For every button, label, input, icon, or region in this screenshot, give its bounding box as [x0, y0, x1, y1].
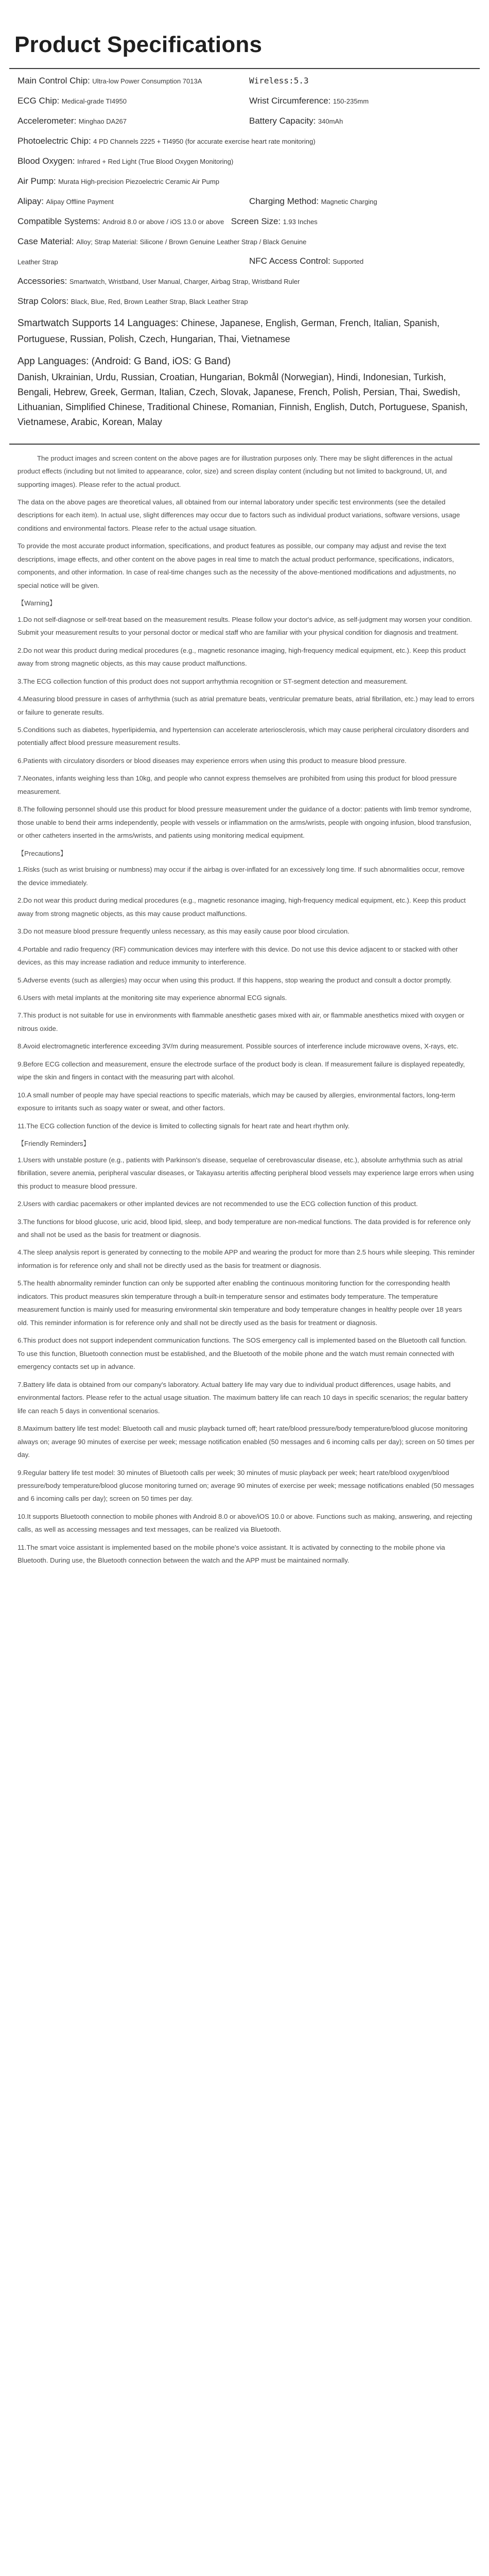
reminder-item: 10.It supports Bluetooth connection to mobile phones with Android 8.0 or above/iOS 10.0 or above. Functions such as making, answering, and rejecting calls, as well as accessing messages and text messages, can be realized via Bluetooth.	[18, 1512, 473, 1534]
spec-value-screen-size: 1.93 Inches	[283, 217, 318, 226]
spec-row	[18, 95, 476, 107]
reminder-item: 1.Users with unstable posture (e.g., patients with Parkinson's disease, sequelae of cerebrovascular disease, etc.), absolute arrhythmia such as atrial fibrillation, severe anemia, peripheral vascular diseases, or Takayasu arteritis affecting peripheral blood vessels may experience large errors when using this product to measure blood pressure.	[18, 1156, 474, 1190]
warning-heading: 【Warning】	[18, 599, 56, 607]
notes-section	[9, 445, 480, 1567]
reminder-item: 9.Regular battery life test model: 30 minutes of Bluetooth calls per week; 30 minutes of music playback per week; heart rate/blood oxygen/blood pressure/body temperature/blood glucose monitoring turned on; average 90 minutes of exercise per week; message notifications enabled (50 messages and 6 incoming calls per day); screen on 50 times per day.	[18, 1468, 475, 1503]
spec-row	[18, 276, 476, 287]
spec-value-nfc: Supported	[333, 258, 364, 266]
spec-label-screen-size: Screen Size:	[231, 216, 281, 226]
warning-item: 4.Measuring blood pressure in cases of arrhythmia (such as atrial premature beats, ventricular premature beats, atrial fibrillation, etc.) may lead to errors or failure to generate results.	[18, 695, 475, 716]
spec-value-wireless: 5.3	[293, 76, 309, 86]
reminder-item: 4.The sleep analysis report is generated by connecting to the mobile APP and wearing the product for more than 2.5 hours while sleeping. This reminder information is for reference only and shall not be directly used as the basis for treatment or diagnosis.	[18, 1248, 475, 1269]
spec-value-wrist-circumference: 150-235mm	[333, 97, 369, 105]
spec-label-compatible-systems: Compatible Systems:	[18, 216, 100, 226]
intro-paragraph: The data on the above pages are theoretical values, all obtained from our internal laboratory under specific test environments (see the detailed descriptions for each item). In actual use, slight differences may occur due to factors such as individual product variations, software versions, usage conditions and environmental factors. Please refer to the actual usage situation.	[18, 498, 460, 532]
spec-label-battery-capacity: Battery Capacity:	[249, 115, 316, 126]
spec-label-accessories: Accessories:	[18, 276, 67, 286]
spec-value-compatible-systems: Android 8.0 or above / iOS 13.0 or above	[102, 217, 224, 226]
precaution-item: 4.Portable and radio frequency (RF) communication devices may interfere with this device. Do not use this device adjacent to or stacked with other devices, as this may increase radiation and reduce immunity to interference.	[18, 945, 458, 967]
warning-item: 1.Do not self-diagnose or self-treat based on the measurement results. Please follow your doctor's advice, as self-judgment may worsen your condition. Submit your measurement results to your personal doctor or medical staff who are familiar with your physical condition for diagnosis and treatment.	[18, 615, 472, 637]
spec-label-main-control-chip: Main Control Chip:	[18, 76, 90, 86]
spec-value-charging-method: Magnetic Charging	[321, 197, 377, 206]
spec-row	[18, 135, 476, 147]
spec-row	[18, 75, 476, 87]
spec-row	[18, 156, 476, 167]
warning-item: 8.The following personnel should use this product for blood pressure measurement under the guidance of a doctor: patients with limb tremor syndrome, those unable to bend their arms independently, people with vessels or inflammation on the arms/wrists, people with ongoing infusion, blood transfusion, or other catheters inserted in the arms/wrists, and patients using monitoring medical equipment.	[18, 805, 471, 840]
page-title: Product Specifications	[14, 32, 263, 57]
spec-label-wireless: Wireless:	[249, 76, 294, 86]
warning-item: 3.The ECG collection function of this product does not support arrhythmia recognition or ST-segment detection and measurement.	[18, 677, 408, 685]
watch-languages-heading: Smartwatch Supports 14 Languages:	[18, 318, 179, 329]
spec-label-blood-oxygen: Blood Oxygen:	[18, 156, 75, 166]
spec-row	[18, 196, 476, 208]
spec-label-case-material: Case Material:	[18, 236, 74, 246]
reminders-heading: 【Friendly Reminders】	[18, 1140, 90, 1148]
precaution-item: 5.Adverse events (such as allergies) may occur when using this product. If this happens, stop wearing the product and consult a doctor promptly.	[18, 976, 452, 984]
intro-paragraph: To provide the most accurate product information, specifications, and product features as possible, our company may adjust and revise the text descriptions, image effects, and other content on the above pages in real time to match the actual product performance, specifications, indicators, components, and other information. In case of real-time changes such as the necessity of the above-mentioned modifications and adjustments, no special notice will be given.	[18, 542, 456, 589]
warning-item: 6.Patients with circulatory disorders or blood diseases may experience errors when using this product to measure blood pressure.	[18, 756, 407, 765]
precaution-item: 7.This product is not suitable for use in environments with flammable anesthetic gases mixed with air, or flammable anesthetics mixed with oxygen or nitrous oxide.	[18, 1011, 464, 1032]
watch-languages	[18, 316, 476, 347]
spec-value-main-control-chip: Ultra-low Power Consumption 7013A	[92, 77, 202, 85]
warning-item: 2.Do not wear this product during medical procedures (e.g., magnetic resonance imaging, high-frequency medical equipment, etc.). Keep this product away from strong magnetic objects, as this may cause product malfunctions.	[18, 646, 466, 668]
spec-label-ecg-chip: ECG Chip:	[18, 95, 60, 106]
precautions-heading: 【Precautions】	[18, 849, 67, 857]
spec-value-air-pump: Murata High-precision Piezoelectric Ceramic Air Pump	[58, 177, 219, 185]
reminder-item: 8.Maximum battery life test model: Bluetooth call and music playback turned off; heart rate/blood pressure/body temperature/blood glucose monitoring always on; average 90 minutes of exercise per week; message notification enabled (50 messages and 6 incoming calls per day); screen on 50 times per day.	[18, 1425, 475, 1459]
spec-value-case-material-cont: Leather Strap	[18, 258, 58, 266]
reminder-item: 11.The smart voice assistant is implemented based on the mobile phone's voice assistant. It is activated by connecting to the mobile phone via Bluetooth. During use, the Bluetooth connection between the watch and the APP must be maintained normally.	[18, 1543, 445, 1565]
spec-row	[18, 236, 476, 248]
spec-label-alipay: Alipay:	[18, 196, 44, 206]
precaution-item: 3.Do not measure blood pressure frequently unless necessary, as this may easily cause poor blood circulation.	[18, 927, 350, 936]
spec-label-nfc: NFC Access Control:	[249, 256, 330, 266]
precaution-item: 8.Avoid electromagnetic interference exceeding 3V/m during measurement. Possible sources of interference include microwave ovens, X-rays, etc.	[18, 1042, 459, 1050]
reminder-item: 3.The functions for blood glucose, uric acid, blood lipid, sleep, and body temperature are non-medical functions. The data provided is for reference only and shall not be used as the basis for treatment or diagnosis.	[18, 1217, 471, 1239]
spec-row	[18, 216, 476, 228]
warning-item: 7.Neonates, infants weighing less than 10kg, and people who cannot express themselves are prohibited from using this product for blood pressure measurement.	[18, 774, 457, 795]
spec-value-photoelectric-chip: 4 PD Channels 2225 + TI4950 (for accurate exercise heart rate monitoring)	[93, 137, 316, 145]
app-languages-list: Danish, Ukrainian, Urdu, Russian, Croatian, Hungarian, Bokmål (Norwegian), Hindi, Indonesian, Turkish, Bengali, Hebrew, Greek, German, Italian, Czech, Slovak, Japanese, French, Polish, Persian, Thai, Swedish, Lithuanian, Simplified Chinese, Traditional Chinese, Romanian, Finnish, English, Dutch, Portuguese, Spanish, Vietnamese, Arabic, Korean, Malay	[18, 371, 468, 428]
spec-row	[18, 256, 476, 267]
reminder-item: 2.Users with cardiac pacemakers or other implanted devices are not recommended to use the ECG collection function of this product.	[18, 1200, 418, 1208]
spec-label-accelerometer: Accelerometer:	[18, 115, 77, 126]
spec-value-ecg-chip: Medical-grade TI4950	[61, 97, 127, 105]
reminder-item: 5.The health abnormality reminder function can only be supported after enabling the continuous monitoring function for the corresponding health indicators. This product measures skin temperature through a built-in temperature sensor and estimates body temperature. The temperature measurement function is mainly used for measuring environmental skin temperature and body temperature changes in healthy people over 18 years old. This reminder information is for reference only and shall not be directly used as the basis for treatment or diagnosis.	[18, 1279, 462, 1327]
precaution-item: 2.Do not wear this product during medical procedures (e.g., magnetic resonance imaging, high-frequency medical equipment, etc.). Keep this product away from strong magnetic objects, as this may cause product malfunctions.	[18, 896, 466, 918]
precaution-item: 9.Before ECG collection and measurement, ensure the electrode surface of the product body is clean. If measurement failure is displayed repeatedly, wipe the skin and fingers in contact with the measuring part with alcohol.	[18, 1060, 465, 1081]
spec-value-battery-capacity: 340mAh	[318, 117, 343, 125]
spec-label-air-pump: Air Pump:	[18, 176, 56, 186]
watch-languages-list: Chinese, Japanese, English, German, French, Italian, Spanish, Portuguese, Russian, Polish, Czech, Hungarian, Thai, Vietnamese	[18, 318, 440, 345]
spec-row	[18, 296, 476, 308]
precaution-item: 6.Users with metal implants at the monitoring site may experience abnormal ECG signals.	[18, 993, 287, 1002]
title-bar	[9, 0, 480, 68]
app-languages	[18, 354, 476, 430]
precaution-item: 11.The ECG collection function of the device is limited to collecting signals for heart rate and heart rhythm only.	[18, 1122, 350, 1130]
spec-value-case-material: Alloy; Strap Material: Silicone / Brown Genuine Leather Strap / Black Genuine	[76, 238, 307, 246]
spec-value-accelerometer: Minghao DA267	[78, 117, 127, 125]
spec-label-photoelectric-chip: Photoelectric Chip:	[18, 135, 91, 146]
warning-item: 5.Conditions such as diabetes, hyperlipidemia, and hypertension can accelerate arteriosclerosis, which may cause peripheral circulatory disorders and potentially affect blood pressure measurement results.	[18, 726, 469, 747]
spec-row	[18, 115, 476, 127]
app-languages-heading: App Languages: (Android: G Band, iOS: G Band)	[18, 356, 231, 367]
reminder-item: 6.This product does not support independent communication functions. The SOS emergency call is implemented based on the Bluetooth call function. To use this function, Bluetooth connection must be established, and the Bluetooth of the mobile phone and the watch must remain connected with emergency contacts set up in advance.	[18, 1336, 467, 1371]
spec-value-accessories: Smartwatch, Wristband, User Manual, Charger, Airbag Strap, Wristband Ruler	[69, 278, 300, 286]
spec-row	[18, 176, 476, 188]
precaution-item: 10.A small number of people may have special reactions to specific materials, which may be caused by allergies, environmental factors, long-term exposure to irritants such as soapy water or sweat, and other factors.	[18, 1091, 456, 1112]
spec-value-blood-oxygen: Infrared + Red Light (True Blood Oxygen Monitoring)	[77, 157, 234, 165]
spec-label-charging-method: Charging Method:	[249, 196, 319, 206]
spec-label-wrist-circumference: Wrist Circumference:	[249, 95, 331, 106]
spec-label-strap-colors: Strap Colors:	[18, 296, 69, 307]
intro-paragraph: The product images and screen content on the above pages are for illustration purposes only. There may be slight differences in the actual product effects (including but not limited to appearance, color, size) and screen display content (including but not limited to background, UI, and supporting images). Please refer to the actual product.	[18, 454, 453, 488]
spec-table	[9, 68, 480, 445]
spec-value-strap-colors: Black, Blue, Red, Brown Leather Strap, Black Leather Strap	[71, 298, 248, 306]
spec-value-alipay: Alipay Offline Payment	[46, 197, 114, 206]
precaution-item: 1.Risks (such as wrist bruising or numbness) may occur if the airbag is over-inflated for an excessively long time. If such abnormalities occur, remove the device immediately.	[18, 866, 465, 887]
reminder-item: 7.Battery life data is obtained from our company's laboratory. Actual battery life may vary due to individual product differences, usage habits, and environmental factors. Please refer to the actual usage situation. The maximum battery life can reach 10 days in specific scenarios; the regular battery life can reach 5 days in conventional scenarios.	[18, 1380, 468, 1415]
